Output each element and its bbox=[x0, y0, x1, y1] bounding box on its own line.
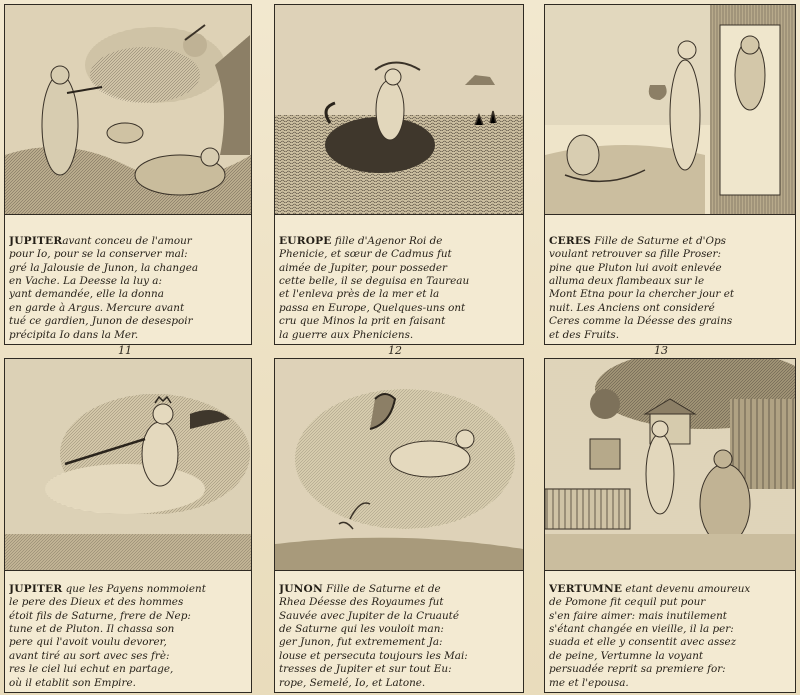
panel-caption: JUPITER que les Payens nommoient le pere des Dieux et des hommes étoit fils de Saturne, frere de Nep: tune et de Pluton. Il chassa son pere qui l'avoit voulu devorer, avant tiré au sort avec ses frè: res le ciel lui echut en partage, où il etablit son Empire. bbox=[9, 582, 206, 689]
panel-name: CERES bbox=[549, 234, 592, 247]
panel-caption: CERES Fille de Saturne et d'Ops voulant retrouver sa fille Proser: pine que Pluton lui avoit enlevée alluma deux flambeaux sur le Mont Etna pour la chercher jour et nuit. Les Anciens ont consideré Ceres comme la Déesse des grains et des Fruits. bbox=[549, 234, 735, 341]
panel-vertumne bbox=[544, 358, 796, 693]
panel-name: JUPITER bbox=[9, 234, 63, 247]
panel-jupiter-throne bbox=[4, 358, 252, 693]
engraving-ceres bbox=[545, 5, 795, 215]
engraving-junon-peacock bbox=[275, 359, 523, 571]
panel-name: JUPITER bbox=[9, 582, 63, 595]
panel-caption: EUROPE fille d'Agenor Roi de Phenicie, et sœur de Cadmus fut aimée de Jupiter, pour posseder cette belle, il se deguisa en Taureau et l'enleva près de la mer et la passa en Europe, Quelques-uns ont cru que Minos la prit en faisant la guerre aux Pheniciens. bbox=[279, 234, 470, 341]
plate-number: 13 bbox=[654, 344, 668, 357]
engraving-jupiter-io bbox=[5, 5, 251, 215]
panel-junon bbox=[274, 358, 524, 693]
panel-jupiter-io bbox=[4, 4, 252, 345]
panel-caption: VERTUMNE etant devenu amoureux de Pomone fit cequil put pour s'en faire aimer: mais inutilement s'étant changée en vieille, il la per: suada et elle y consentit avec assez de peine, Vertumne la voyant persuadée reprit sa premiere for: me et l'epousa. bbox=[549, 582, 751, 689]
panel-europe bbox=[274, 4, 524, 345]
panel-caption: JUPITERavant conceu de l'amour pour Io, pour se la conserver mal: gré la Jalousie de Junon, la changea en Vache. La Deesse la luy a: yant demandée, elle la donna en garde à Argus. Mercure avant tué ce gardien, Junon de desespoir précipita Io dans la Mer. bbox=[9, 234, 199, 341]
panel-name: VERTUMNE bbox=[549, 582, 623, 595]
engraving-europe-bull bbox=[275, 5, 523, 215]
panel-name: EUROPE bbox=[279, 234, 332, 247]
engraving-vertumne-pomone bbox=[545, 359, 795, 571]
panel-ceres bbox=[544, 4, 796, 345]
panel-caption: JUNON Fille de Saturne et de Rhea Déesse des Royaumes fut Sauvée avec Jupiter de la Cruauté de Saturne qui les vouloit man: ger Junon, fut extremement Ja: louse et persecuta toujours les Mai: tresses de Jupiter et sur tout Eu: rope, Semelé, Io, et Latone. bbox=[279, 582, 468, 689]
engraving-jupiter-clouds bbox=[5, 359, 251, 571]
plate-number: 11 bbox=[118, 344, 132, 357]
panel-name: JUNON bbox=[279, 582, 323, 595]
plate-number: 12 bbox=[388, 344, 402, 357]
